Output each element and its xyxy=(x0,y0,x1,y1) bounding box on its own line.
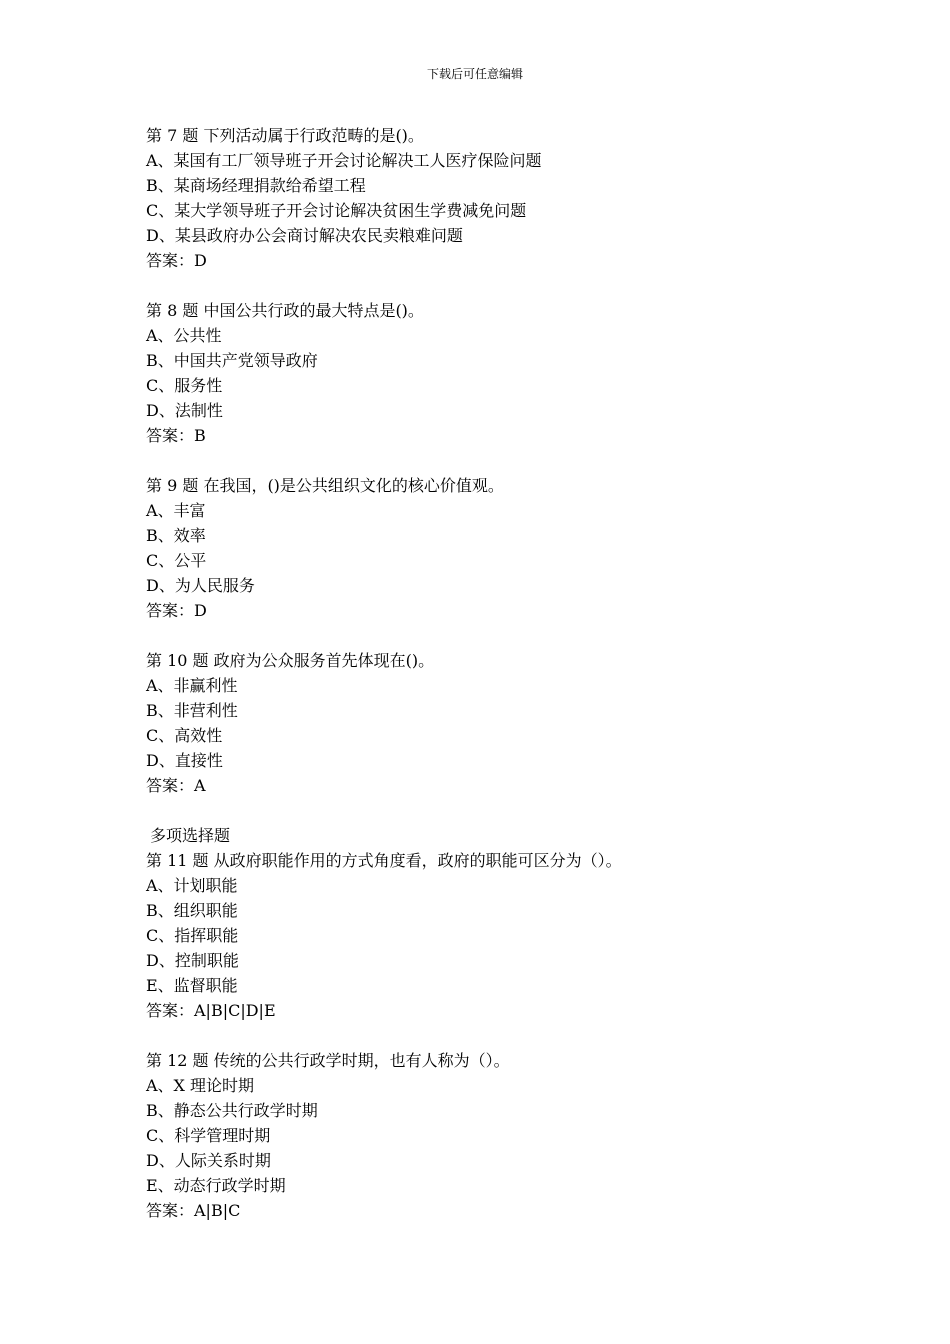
option-b: B、某商场经理捐款给希望工程 xyxy=(146,176,366,195)
option-a: A、某国有工厂领导班子开会讨论解决工人医疗保险问题 xyxy=(146,151,542,170)
option-b: B、非营利性 xyxy=(146,701,238,720)
option-a: A、公共性 xyxy=(146,326,222,345)
section-heading: 多项选择题 xyxy=(150,826,231,845)
document-body xyxy=(146,123,846,1223)
option-a: A、X 理论时期 xyxy=(146,1076,255,1095)
option-c: C、指挥职能 xyxy=(146,926,239,945)
option-b: B、组织职能 xyxy=(146,901,238,920)
option-b: B、中国共产党领导政府 xyxy=(146,351,318,370)
question-title: 第 11 题 从政府职能作用的方式角度看，政府的职能可区分为（）。 xyxy=(146,851,622,870)
answer: 答案：A|B|C|D|E xyxy=(146,1001,276,1020)
question-title: 第 12 题 传统的公共行政学时期，也有人称为（）。 xyxy=(146,1051,510,1070)
option-b: B、效率 xyxy=(146,526,206,545)
option-c: C、某大学领导班子开会讨论解决贫困生学费减免问题 xyxy=(146,201,527,220)
option-b: B、静态公共行政学时期 xyxy=(146,1101,318,1120)
option-e: E、监督职能 xyxy=(146,976,238,995)
option-d: D、某县政府办公会商讨解决农民卖粮难问题 xyxy=(146,226,463,245)
option-d: D、法制性 xyxy=(146,401,223,420)
option-a: A、非赢利性 xyxy=(146,676,238,695)
spacer xyxy=(146,273,846,298)
answer: 答案：A xyxy=(146,776,206,795)
question-block xyxy=(146,123,846,273)
option-c: C、科学管理时期 xyxy=(146,1126,271,1145)
page-header: 下载后可任意编辑 xyxy=(426,67,523,81)
option-c: C、公平 xyxy=(146,551,207,570)
question-block xyxy=(146,298,846,448)
option-c: C、高效性 xyxy=(146,726,223,745)
answer: 答案：A|B|C xyxy=(146,1201,241,1220)
option-c: C、服务性 xyxy=(146,376,223,395)
spacer xyxy=(146,448,846,473)
answer: 答案：D xyxy=(146,251,207,270)
option-d: D、为人民服务 xyxy=(146,576,255,595)
question-block xyxy=(146,648,846,798)
spacer xyxy=(146,623,846,648)
spacer xyxy=(146,1023,846,1048)
question-title: 第 7 题 下列活动属于行政范畴的是()。 xyxy=(146,126,424,145)
answer: 答案：D xyxy=(146,601,207,620)
question-title: 第 8 题 中国公共行政的最大特点是()。 xyxy=(146,301,424,320)
spacer xyxy=(146,798,846,823)
option-d: D、人际关系时期 xyxy=(146,1151,271,1170)
question-title: 第 9 题 在我国，()是公共组织文化的核心价值观。 xyxy=(146,476,504,495)
question-block xyxy=(146,1048,846,1223)
option-d: D、控制职能 xyxy=(146,951,239,970)
option-e: E、动态行政学时期 xyxy=(146,1176,286,1195)
option-d: D、直接性 xyxy=(146,751,223,770)
question-block xyxy=(146,848,846,1023)
question-title: 第 10 题 政府为公众服务首先体现在()。 xyxy=(146,651,435,670)
question-block xyxy=(146,473,846,623)
option-a: A、计划职能 xyxy=(146,876,238,895)
option-a: A、丰富 xyxy=(146,501,206,520)
answer: 答案：B xyxy=(146,426,206,445)
